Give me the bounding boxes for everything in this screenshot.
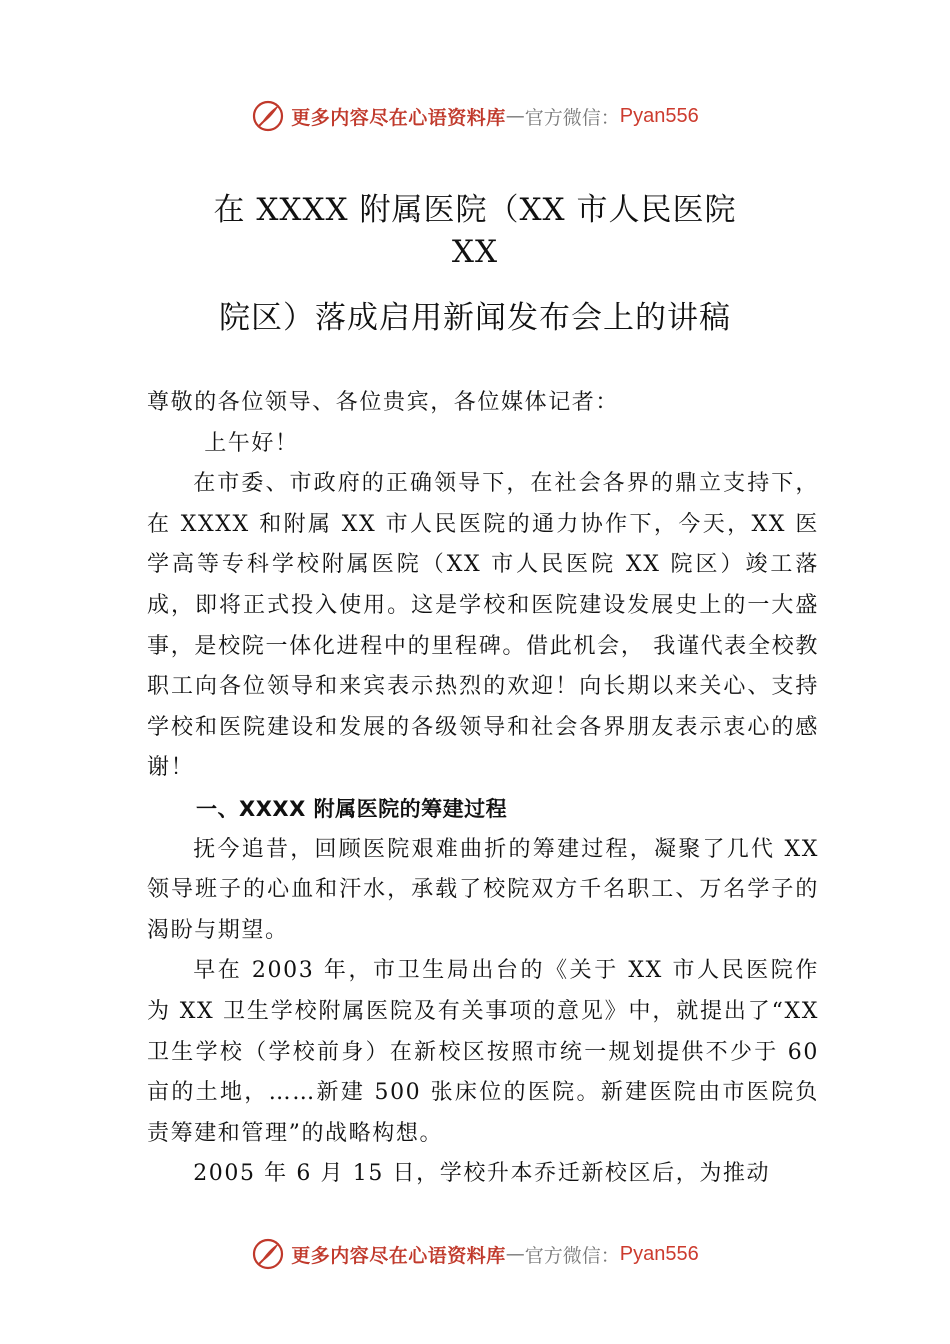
title-line-2: XX xyxy=(451,234,499,270)
watermark-brand: 更多内容尽在心语资料库 xyxy=(291,106,506,129)
speech-body xyxy=(147,383,819,1195)
quill-pen-icon xyxy=(251,99,285,133)
watermark-footer xyxy=(0,1234,950,1274)
section-heading-1: 一、XXXX 附属医院的筹建过程 xyxy=(196,796,508,821)
title-line-1: 在 XXXX 附属医院（XX 市人民医院 xyxy=(213,192,737,228)
watermark-wechat-label: 官方微信： xyxy=(524,106,620,129)
paragraph-2: 抚今追昔，回顾医院艰难曲折的筹建过程，凝聚了几代 XX 领导班子的心血和汗水，承载了校院双方千名职工、万名学子的渴盼与期望。 xyxy=(147,836,819,943)
watermark-dash: — xyxy=(505,105,525,127)
watermark-wechat-id: Pyan556 xyxy=(619,104,699,127)
paragraph-3: 早在 2003 年，市卫生局出台的《关于 XX 市人民医院作为 XX 卫生学校附属医院及有关事项的意见》中，就提出了“XX 卫生学校（学校前身）在新校区按照市统一规划提供不少于 60 亩的土地，……新建 500 张床位的医院。新建医院由市医院负责筹建和管理”的战略构想。 xyxy=(147,958,819,1146)
greeting: 上午好！ xyxy=(204,430,299,456)
paragraph-4: 2005 年 6 月 15 日，学校升本乔迁新校区后，为推动 xyxy=(193,1161,771,1187)
title-line-3: 院区）落成启用新闻发布会上的讲稿 xyxy=(219,300,731,336)
watermark-header xyxy=(0,96,950,136)
watermark-brand: 更多内容尽在心语资料库 xyxy=(291,1244,506,1267)
watermark-wechat-label: 官方微信： xyxy=(524,1244,620,1267)
quill-pen-icon xyxy=(251,1237,285,1271)
paragraph-1: 在市委、市政府的正确领导下，在社会各界的鼎立支持下，在 XXXX 和附属 XX 市人民医院的通力协作下，今天，XX 医学高等专科学校附属医院（XX 市人民医院 XX 院区）竣工落成，即将正式投入使用。这是学校和医院建设发展史上的一大盛事，是校院一体化进程中的里程碑。借此机会， 我谨代表全校教职工向各位领导和来宾表示热烈的欢迎！向长期以来关心、支持学校和医院建设和发展的各级领导和社会各界朋友表示衷心的感谢！ xyxy=(147,471,819,781)
watermark-wechat-id: Pyan556 xyxy=(619,1242,699,1265)
watermark-dash: — xyxy=(505,1243,525,1265)
salutation: 尊敬的各位领导、各位贵宾，各位媒体记者： xyxy=(147,390,620,415)
